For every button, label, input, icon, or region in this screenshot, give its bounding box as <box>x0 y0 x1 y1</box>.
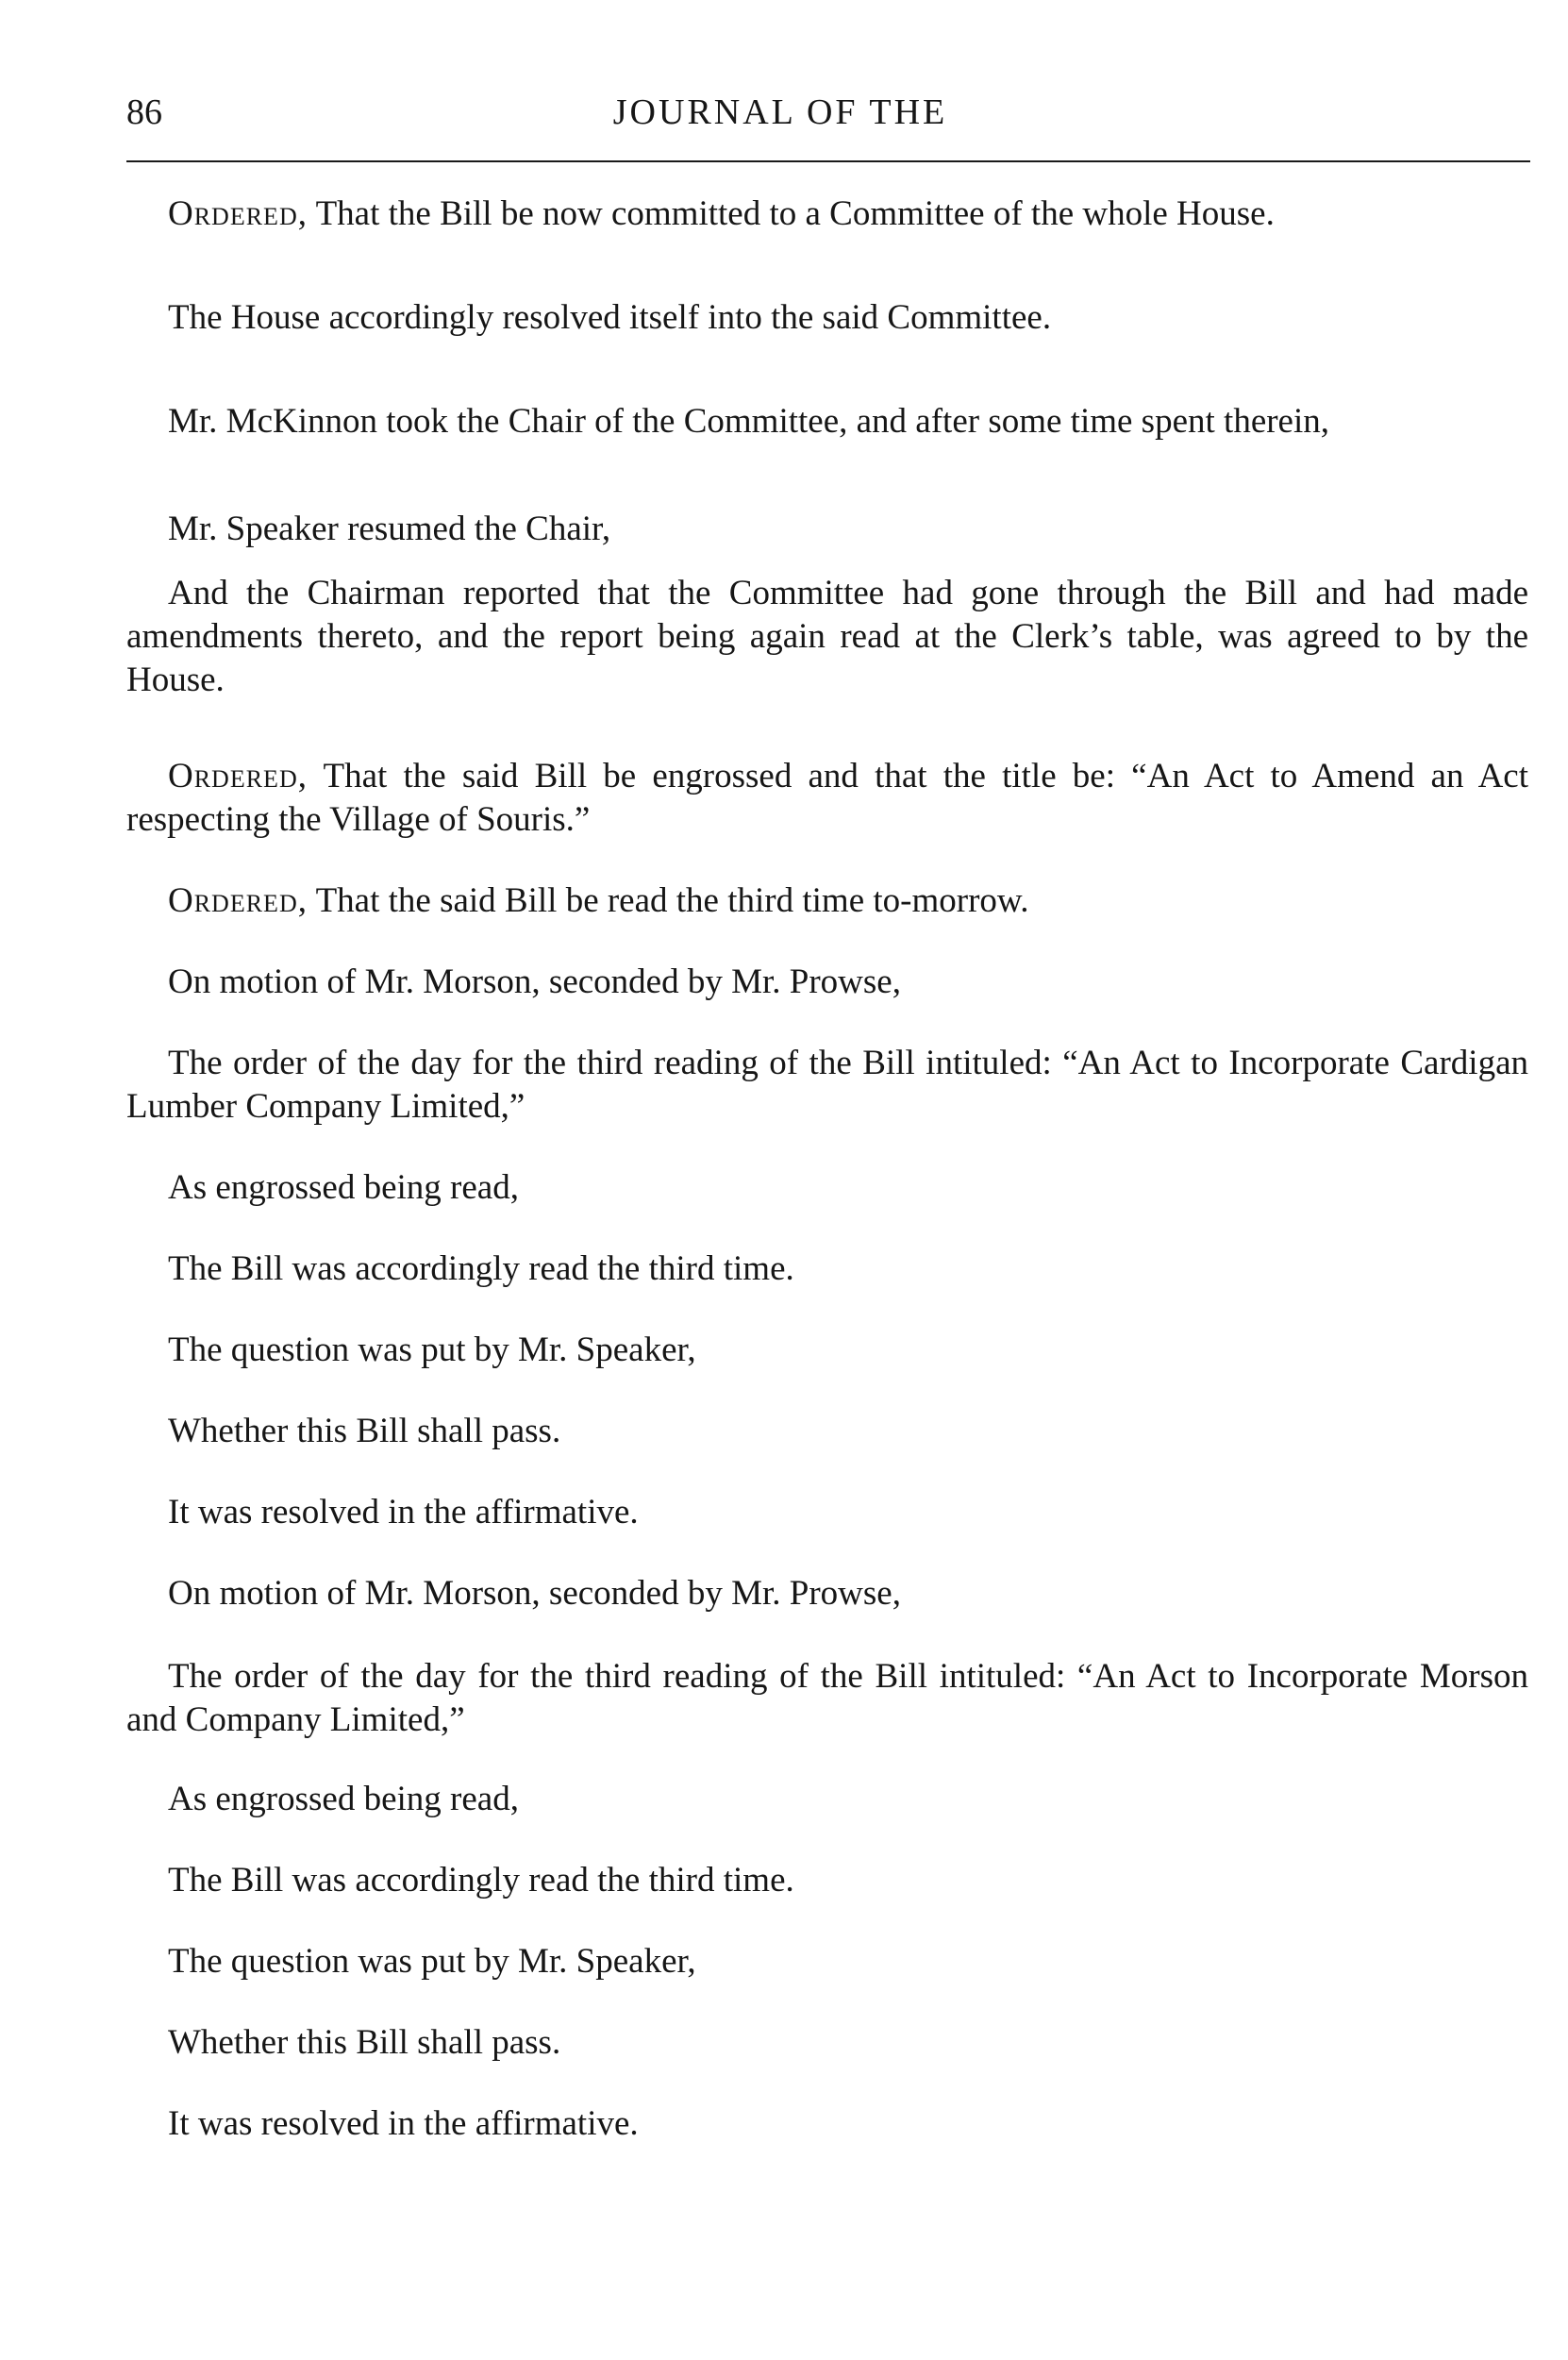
paragraph-text: Whether this Bill shall pass. <box>168 1412 561 1450</box>
paragraph-question-2 <box>126 1940 1528 1983</box>
paragraph-ordered-third-reading <box>126 879 1528 923</box>
paragraph-lead: Ordered, <box>168 757 308 795</box>
paragraph-engrossed-1 <box>126 1166 1528 1210</box>
paragraph-order-cardigan <box>126 1042 1528 1129</box>
paragraph-text: That the Bill be now committed to a Committee of the whole House. <box>307 194 1275 233</box>
paragraph-resolved-1 <box>126 1491 1528 1534</box>
page-number: 86 <box>126 92 162 132</box>
page-header <box>126 89 1528 136</box>
paragraph-resolved-2 <box>126 2102 1528 2146</box>
paragraph-text: Mr. Speaker resumed the Chair, <box>168 510 611 548</box>
paragraph-read-third-2 <box>126 1859 1528 1902</box>
paragraph-engrossed-2 <box>126 1778 1528 1821</box>
paragraph-text: It was resolved in the affirmative. <box>168 2104 639 2143</box>
paragraph-text: That the said Bill be engrossed and that the title be: “An Act to Amend an Act respecting the Village of Souris.” <box>126 757 1528 839</box>
paragraph-whether-1 <box>126 1410 1528 1453</box>
paragraph-chair-taken <box>126 400 1528 444</box>
paragraph-text: As engrossed being read, <box>168 1168 519 1207</box>
paragraph-text: The question was put by Mr. Speaker, <box>168 1942 696 1981</box>
paragraph-order-morson <box>126 1655 1528 1742</box>
paragraph-whether-2 <box>126 2021 1528 2065</box>
paragraph-text: The question was put by Mr. Speaker, <box>168 1331 696 1369</box>
paragraph-text: Mr. McKinnon took the Chair of the Committee, and after some time spent therein, <box>168 402 1330 441</box>
paragraph-text: Whether this Bill shall pass. <box>168 2023 561 2062</box>
paragraph-motion-1 <box>126 961 1528 1004</box>
paragraph-text: That the said Bill be read the third time to-morrow. <box>307 881 1029 920</box>
paragraph-text: The order of the day for the third reading of the Bill intituled: “An Act to Incorporate Cardigan Lumber Company Limited,” <box>126 1044 1528 1126</box>
paragraph-text: The Bill was accordingly read the third time. <box>168 1249 794 1288</box>
paragraph-lead: Ordered, <box>168 881 308 920</box>
paragraph-question-1 <box>126 1329 1528 1372</box>
paragraph-house-resolved <box>126 296 1528 340</box>
running-head: JOURNAL OF THE <box>612 92 948 132</box>
paragraph-text: On motion of Mr. Morson, seconded by Mr. Prowse, <box>168 962 901 1001</box>
paragraph-text: The Bill was accordingly read the third time. <box>168 1861 794 1900</box>
paragraph-read-third-1 <box>126 1247 1528 1291</box>
paragraph-text: And the Chairman reported that the Committee had gone through the Bill and had made amendments thereto, and the report being again read at the Clerk’s table, was agreed to by the House. <box>126 574 1528 699</box>
header-rule <box>126 160 1530 162</box>
paragraph-ordered-engrossed <box>126 755 1528 842</box>
paragraph-text: On motion of Mr. Morson, seconded by Mr. Prowse, <box>168 1574 901 1613</box>
paragraph-text: As engrossed being read, <box>168 1780 519 1818</box>
paragraph-motion-2 <box>126 1572 1528 1615</box>
paragraph-text: The order of the day for the third reading of the Bill intituled: “An Act to Incorporate Morson and Company Limited,” <box>126 1657 1528 1739</box>
paragraph-ordered-committee <box>126 192 1528 236</box>
paragraph-chairman-reported <box>126 572 1528 702</box>
paragraph-speaker-resumed <box>126 508 1528 551</box>
paragraph-text: It was resolved in the affirmative. <box>168 1493 639 1531</box>
paragraph-lead: Ordered, <box>168 194 308 233</box>
paragraph-text: The House accordingly resolved itself into the said Committee. <box>168 298 1052 337</box>
